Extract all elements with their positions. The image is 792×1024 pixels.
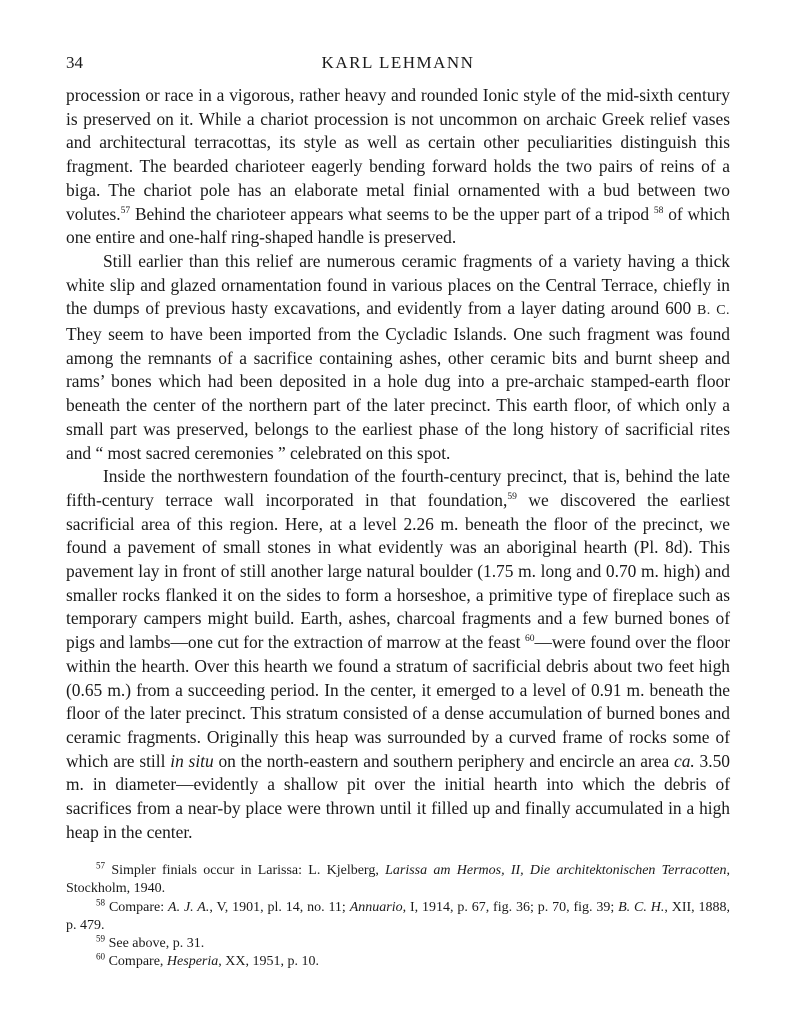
- body-text: [66, 84, 730, 845]
- era-abbreviation: B. C.: [697, 303, 730, 319]
- paragraph-3: Inside the northwestern foundation of the fourth-century precinct, that is, behind the late fifth-century terrace wall incorporated in that foundation,$^{59}$ we discovered the earliest sacrificial area of this region. Here, at a level 2.26 m. beneath the floor of the precinct, we found a pavement of small stones in what evidently was an aboriginal hearth (Pl. 8d). This pavement lay in front of still another large natural boulder (1.75 m. long and 0.70 m. high) and smaller rocks flanked it on the sides to form a horseshoe, a primitive type of fireplace such as temporary campers might build. Earth, ashes, charcoal fragments and a few burned bones of pigs and lambs—one cut for the extraction of marrow at the feast $^{60}$—were found over the floor within the hearth. Over this hearth we found a stratum of sacrificial debris about two feet high (0.65 m.) from a succeeding period. In the center, it emerged to a level of 0.91 m. beneath the floor of the later precinct. This stratum consisted of a dense accumulation of burned bones and ceramic fragments. Originally this heap was surrounded by a curved frame of rocks some of which are still in situ on the north-eastern and southern periphery and encircle an area ca. 3.50 m. in diameter—evidently a shallow pit over the initial hearth into which the debris of sacrifices from a near-by place were thrown until it filled up and finally accumulated in a high heap in the center.: [66, 466, 731, 842]
- page-header: [66, 53, 730, 75]
- footnote-ref-59: 59: [507, 491, 517, 503]
- footnote-60: $^{60}$ Compare, Hesperia, XX, 1951, p. 10.: [96, 951, 319, 970]
- italic-ca: ca.: [673, 750, 695, 771]
- footnote-ref-60: 60: [524, 633, 535, 645]
- paragraph-1: procession or race in a vigorous, rather heavy and rounded Ionic style of the mid-sixth century is preserved on it. While a chariot procession is not uncommon on archaic Greek relief vases and architectural terracottas, its style as well as certain other peculiarities distinguish this fragment. The bearded charioteer eagerly bending forward holds the two pairs of reins of a biga. The chariot pole has an elaborate metal finial ornamented with a bud between two volutes.$^{57}$ Behind the charioteer appears what seems to be the upper part of a tripod $^{58}$ of which one entire and one-half ring-shaped handle is preserved.: [66, 85, 731, 248]
- page-number: 34: [66, 53, 83, 72]
- footnotes: [66, 862, 730, 972]
- footnote-58: $^{58}$ Compare: A. J. A., V, 1901, pl. 14, no. 11; Annuario, I, 1914, p. 67, fig. 36; p. 70, fig. 39; B. C. H., XII, 1888, p. 479.: [66, 896, 731, 933]
- footnote-59: $^{59}$ See above, p. 31.: [96, 933, 205, 952]
- footnote-ref-57: 57: [120, 204, 131, 216]
- footnote-57: $^{57}$ Simpler finials occur in Larissa: L. Kjelberg, Larissa am Hermos, II, Die architektonischen Terracotten, Stockholm, 1940.: [66, 860, 730, 897]
- running-head: KARL LEHMANN: [321, 53, 475, 72]
- footnote-ref-58: 58: [653, 204, 664, 216]
- italic-in-situ: in situ: [170, 750, 214, 771]
- paragraph-2: Still earlier than this relief are numerous ceramic fragments of a variety having a thick white slip and glazed ornamentation found in various places on the Central Terrace, chiefly in the dumps of previous hasty excavations, and evidently from a layer dating around 600 B. C. They seem to have been imported from the Cycladic Islands. One such fragment was found among the remnants of a sacrifice containing ashes, other ceramic bits and burnt sheep and rams’ bones which had been deposited in a hole dug into a pre-archaic stamped-earth floor beneath the center of the northern part of the later precinct. This earth floor, of which only a small part was preserved, belongs to the earliest phase of the long history of sacrificial rites and “ most sacred ceremonies ” celebrated on this spot.: [66, 250, 730, 463]
